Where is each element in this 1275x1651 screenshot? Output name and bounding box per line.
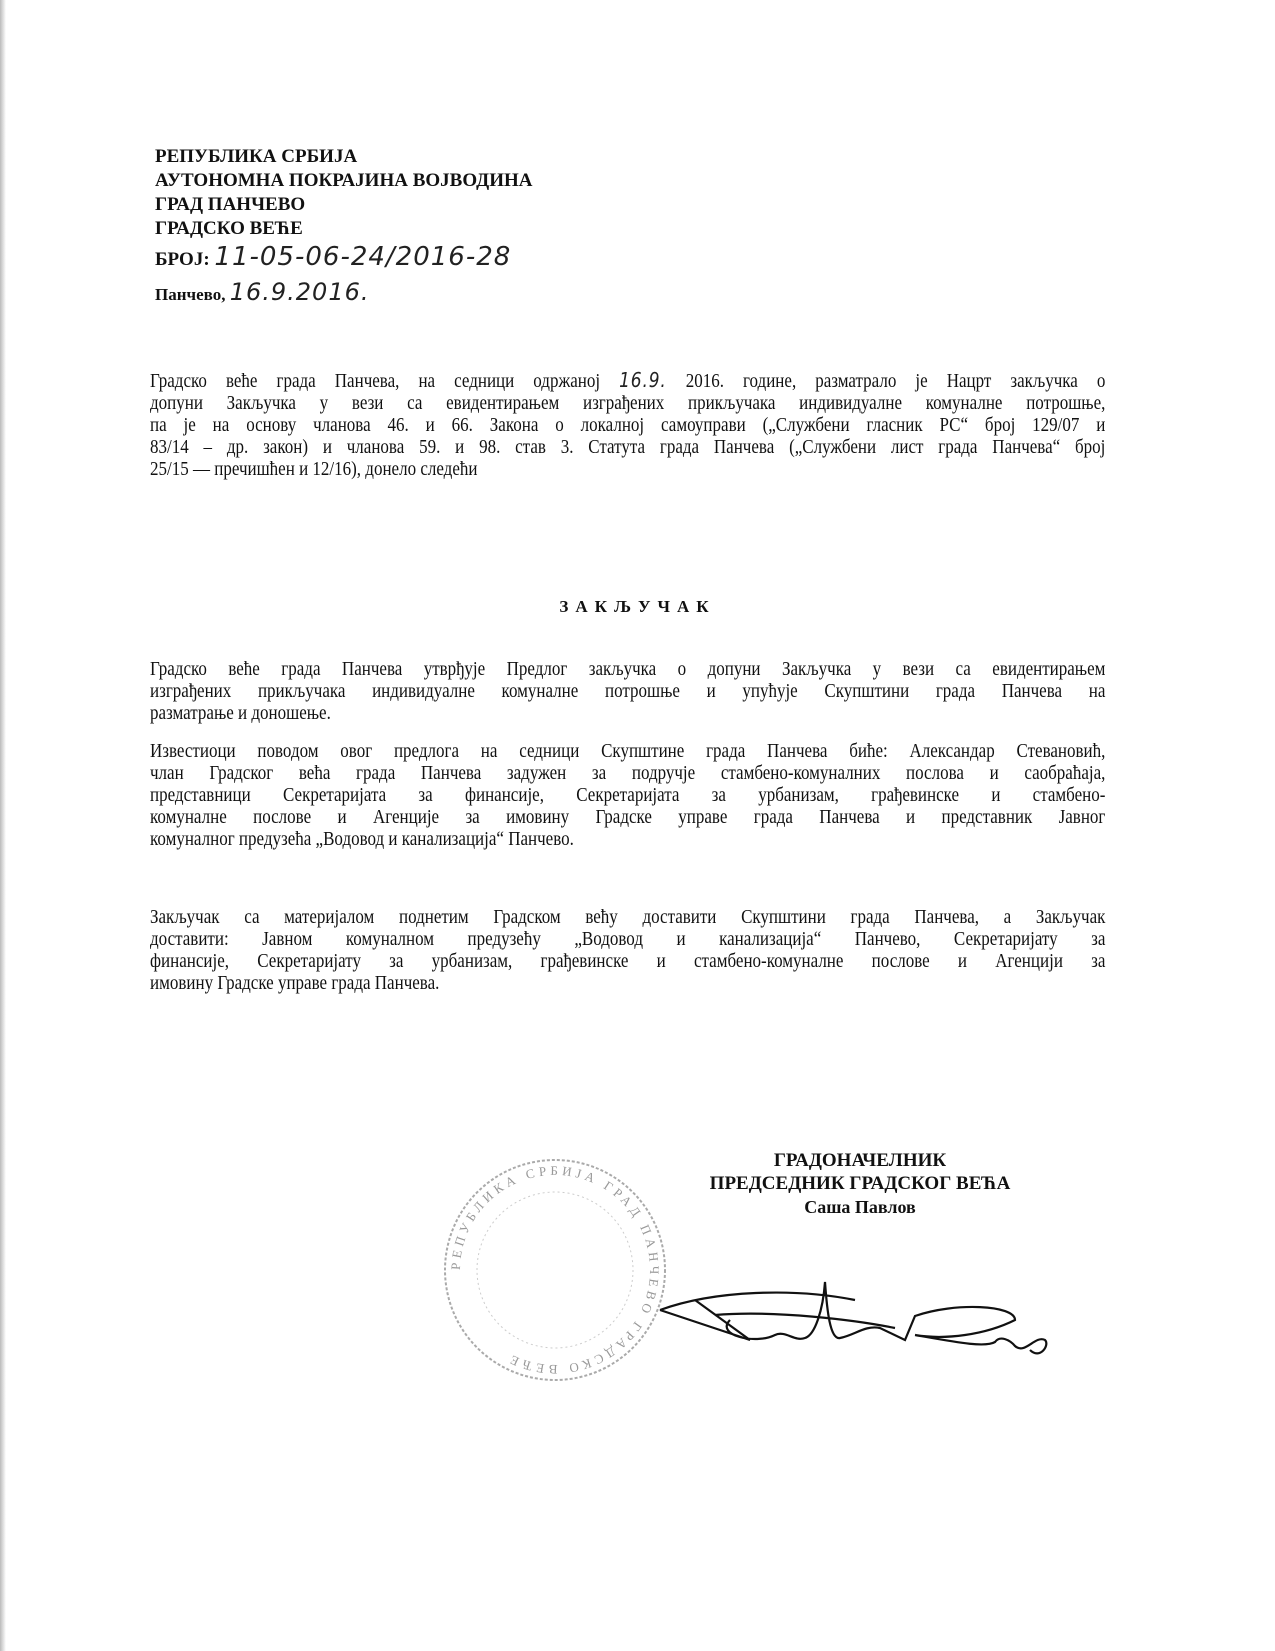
text-line: Градско веће града Панчева утврђује Предлог закључка о допуни Закључка у вези са евидентирањем [150,658,1106,680]
text-line: Известиоци поводом овог предлога на седници Скупштине града Панчева биће: Александар Стевановић, [150,740,1106,762]
text-line: допуни Закључка у вези са евидентирањем изграђених прикључака индивидуалне комуналне потрошње, [150,392,1106,414]
signatory-position: ПРЕДСЕДНИК ГРАДСКОГ ВЕЋА [709,1173,1011,1194]
text-line: разматрање и доношење. [150,702,331,724]
place-date [155,280,370,308]
header-line: РЕПУБЛИКА СРБИЈА [155,146,358,167]
text-line: доставити: Јавном комуналном предузећу „Водовод и канализација“ Панчево, Секретаријату за [150,928,1106,950]
text-line: 25/15 — пречишћен и 12/16), донело следећи [150,458,478,480]
text-segment: Градско веће града Панчева, на седници одржаној [150,370,601,392]
signatory-title: ГРАДОНАЧЕЛНИК [773,1150,947,1171]
signatory-name: Саша Павлов [804,1197,916,1217]
text-line: Закључак са материјалом поднетим Градском већу доставити Скупштини града Панчева, а Закључак [150,906,1106,928]
document-number [155,244,511,274]
text-line: комуналне послове и Агенције за имовину Градске управе града Панчева и представник Јавног [150,806,1106,828]
text-line: представници Секретаријата за финансије, Секретаријата за урбанизам, грађевинске и стамбено- [150,784,1106,806]
intro-paragraph [150,370,1274,480]
paragraph-1 [150,658,1274,724]
text-line: финансије, Секретаријату за урбанизам, грађевинске и стамбено-комуналне послове и Агенцији за [150,950,1106,972]
text-segment: 2016. године, разматрало је Нацрт закључка о [685,370,1106,392]
header-line: ГРАД ПАНЧЕВО [155,194,306,215]
stamp-text: РЕПУБЛИКА СРБИЈА ГРАД ПАНЧЕВО ГРАДСКО ВЕЋЕ [447,1162,663,1378]
handwritten-date: 16.9. [619,368,667,392]
text-line: 83/14 – др. закон) и чланова 59. и 98. став 3. Статута града Панчева („Службени лист града Панчева“ број [150,436,1106,458]
text-line: па је на основу чланова 46. и 66. Закона о локалној самоуправи („Службени гласник РС“ број 129/07 и [150,414,1106,436]
document-title: ЗАКЉУЧАК [559,597,716,616]
scan-edge [0,0,6,1651]
text-line: комуналног предузећа „Водовод и канализација“ Панчево. [150,828,574,850]
number-label: БРОЈ: [155,249,210,270]
text-line [150,370,1105,392]
handwritten-date: 16.9.2016. [229,278,370,306]
header-line: АУТОНОМНА ПОКРАЈИНА ВОЈВОДИНА [155,170,533,191]
header-line: ГРАДСКО ВЕЋЕ [155,218,303,239]
paragraph-3 [150,906,1274,994]
handwritten-signature [655,1280,1055,1370]
text-line: изграђених прикључака индивидуалне комуналне потрошње и упућује Скупштини града Панчева на [150,680,1106,702]
text-line: имовину Градске управе града Панчева. [150,972,440,994]
number-value: 11-05-06-24/2016-28 [214,242,512,272]
place-label: Панчево, [155,285,226,304]
text-line: члан Градског већа града Панчева задужен за подручје стамбено-комуналних послова и саобраћаја, [150,762,1106,784]
paragraph-2 [150,740,1274,850]
